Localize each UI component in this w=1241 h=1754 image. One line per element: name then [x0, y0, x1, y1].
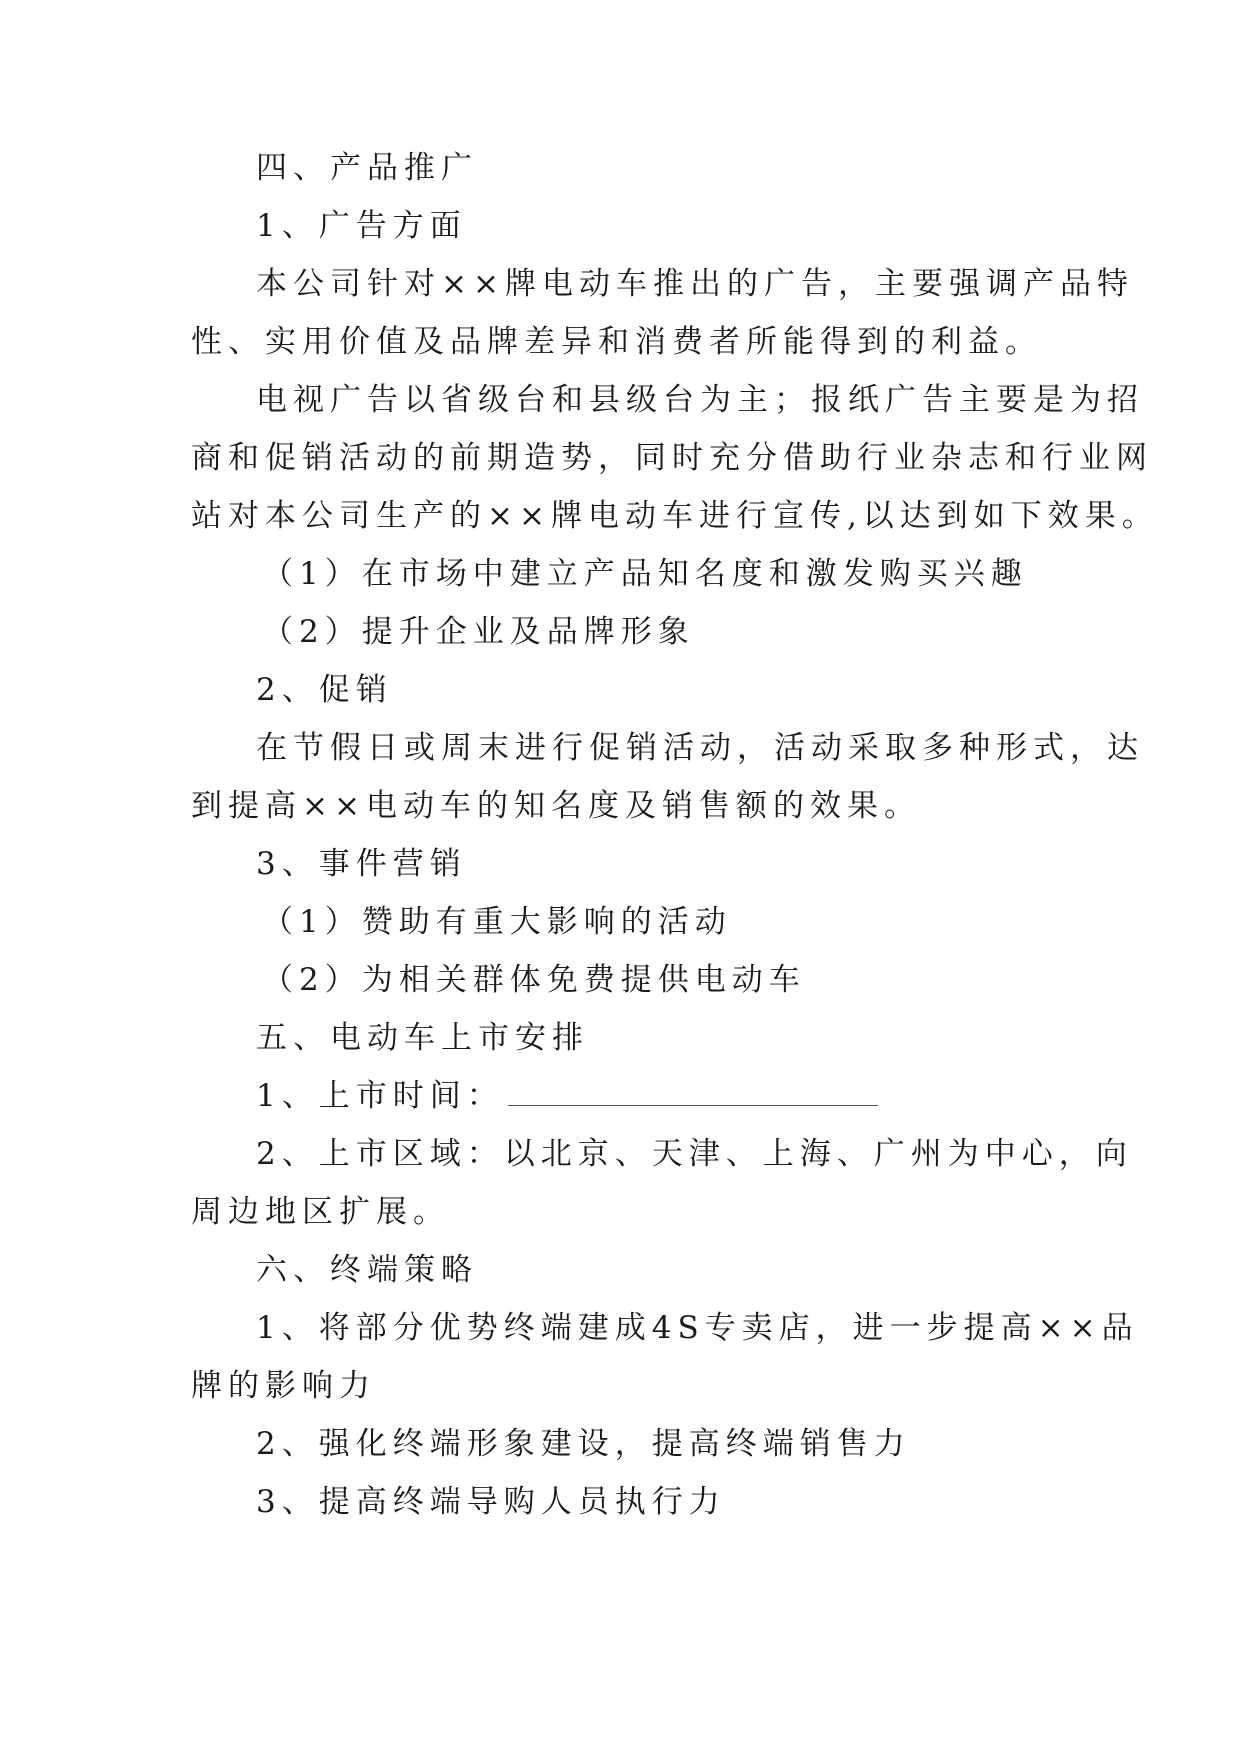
paragraph-line: 2、强化终端形象建设，提高终端销售力: [256, 1426, 911, 1462]
section-heading-launch-schedule: 五、电动车上市安排: [256, 1020, 589, 1056]
section-heading-terminal-strategy: 六、终端策略: [256, 1252, 478, 1288]
paragraph-line: 牌的影响力: [191, 1368, 376, 1404]
paragraph-line: 站对本公司生产的××牌电动车进行宣传,以达到如下效果。: [191, 498, 1159, 534]
section-heading-product-promotion: 四、产品推广: [256, 150, 478, 186]
paragraph-line: 电视广告以省级台和县级台为主；报纸广告主要是为招: [256, 382, 1144, 418]
paragraph-line: 在节假日或周末进行促销活动，活动采取多种形式，达: [256, 730, 1144, 766]
paragraph-line: 1、将部分优势终端建成4S专卖店，进一步提高××品: [256, 1310, 1139, 1346]
subheading-advertising: 1、广告方面: [256, 208, 467, 244]
paragraph-line: 到提高××电动车的知名度及销售额的效果。: [191, 788, 921, 824]
paragraph-line: 3、提高终端导购人员执行力: [256, 1484, 726, 1520]
subheading-promotion: 2、促销: [256, 672, 393, 708]
subheading-event-marketing: 3、事件营销: [256, 846, 467, 882]
list-item: （2）提升企业及品牌形象: [262, 614, 695, 650]
paragraph-line: 本公司针对××牌电动车推出的广告，主要强调产品特: [256, 266, 1134, 302]
list-item: （1）赞助有重大影响的活动: [262, 904, 732, 940]
paragraph-line: 商和促销活动的前期造势，同时充分借助行业杂志和行业网: [191, 440, 1153, 476]
paragraph-line: 性、实用价值及品牌差异和消费者所能得到的利益。: [191, 324, 1042, 360]
paragraph-line: 周边地区扩展。: [191, 1194, 450, 1230]
fill-in-blank: [508, 1104, 878, 1106]
list-item: （2）为相关群体免费提供电动车: [262, 962, 806, 998]
paragraph-line: 2、上市区域：以北京、天津、上海、广州为中心，向: [256, 1136, 1133, 1172]
launch-time-line: [256, 1076, 878, 1116]
launch-time-label: 1、上市时间：: [256, 1078, 504, 1114]
list-item: （1）在市场中建立产品知名度和激发购买兴趣: [262, 556, 1028, 592]
